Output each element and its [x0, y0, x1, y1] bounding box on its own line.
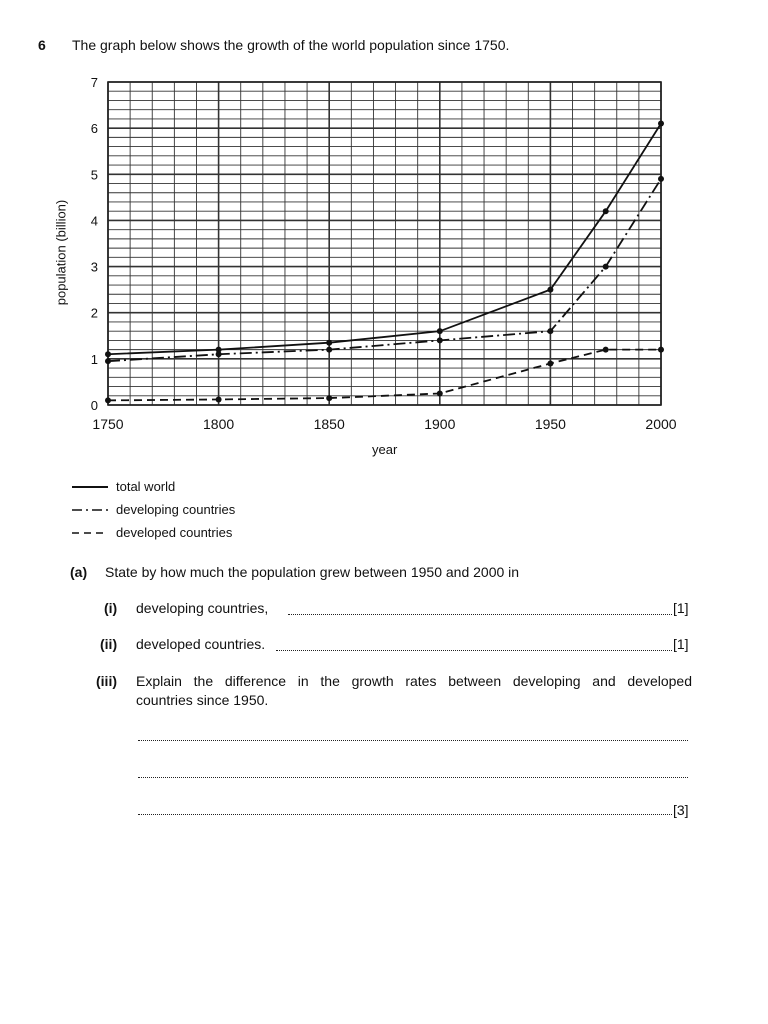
data-point — [603, 208, 609, 214]
part-ii-label: (ii) — [100, 636, 118, 652]
part-iii-label: (iii) — [96, 673, 117, 689]
y-tick-label: 4 — [90, 213, 98, 229]
y-tick-label: 2 — [90, 305, 98, 321]
part-a-text: State by how much the population grew between 1950 and 2000 in — [105, 564, 520, 580]
answer-line-iii-1[interactable] — [138, 740, 688, 741]
x-axis-label: year — [372, 442, 398, 457]
legend-label-total: total world — [116, 479, 176, 494]
y-tick-label: 6 — [90, 121, 98, 137]
data-point — [547, 360, 553, 366]
x-tick-label: 1750 — [92, 416, 124, 432]
part-ii-text: developed countries. — [136, 636, 266, 652]
data-point — [105, 358, 111, 364]
legend-item-developed — [70, 521, 235, 544]
x-tick-label: 1900 — [424, 416, 456, 432]
data-point — [437, 337, 443, 343]
part-ii-marks: [1] — [673, 636, 689, 652]
data-point — [658, 347, 664, 353]
y-tick-label: 3 — [90, 259, 98, 275]
series-line-dash-dot — [108, 179, 661, 361]
solid-line-icon — [70, 482, 110, 492]
part-iii-text-line1: Explain the difference in the growth rates between developing and developed — [136, 673, 692, 689]
data-point — [105, 397, 111, 403]
part-i-label: (i) — [104, 600, 118, 616]
data-point — [658, 121, 664, 127]
x-tick-label: 1950 — [534, 416, 566, 432]
x-tick-label: 1800 — [203, 416, 235, 432]
data-point — [658, 176, 664, 182]
answer-line-i[interactable] — [288, 614, 672, 615]
data-point — [326, 347, 332, 353]
data-point — [603, 347, 609, 353]
data-point — [326, 395, 332, 401]
dashed-line-icon — [70, 528, 110, 538]
y-tick-label: 1 — [90, 351, 98, 367]
data-point — [105, 351, 111, 357]
data-point — [216, 351, 222, 357]
series-line-dashed — [108, 350, 661, 401]
part-i-text: developing countries, — [136, 600, 269, 616]
answer-line-iii-3[interactable] — [138, 814, 672, 815]
question-number: 6 — [38, 37, 46, 53]
legend-item-developing — [70, 498, 235, 521]
answer-line-iii-2[interactable] — [138, 777, 688, 778]
y-tick-label: 0 — [90, 398, 98, 413]
legend-label-developing: developing countries — [116, 502, 236, 517]
part-iii-marks: [3] — [673, 802, 689, 818]
data-point — [437, 390, 443, 396]
data-point — [216, 396, 222, 402]
chart-series — [105, 121, 664, 404]
question-text: The graph below shows the growth of the world population since 1750. — [72, 37, 510, 53]
data-point — [547, 328, 553, 334]
y-tick-label: 5 — [90, 167, 98, 183]
data-point — [603, 264, 609, 270]
answer-line-ii[interactable] — [276, 650, 672, 651]
part-a-label: (a) — [70, 564, 88, 580]
part-i-marks: [1] — [673, 600, 689, 616]
legend-label-developed: developed countries — [116, 525, 233, 540]
x-tick-label: 1850 — [313, 416, 345, 432]
data-point — [437, 328, 443, 334]
y-axis-label: population (billion) — [53, 199, 69, 306]
data-point — [547, 287, 553, 293]
x-tick-label: 2000 — [645, 416, 677, 432]
y-tick-label: 7 — [90, 75, 98, 90]
part-iii-text-line2: countries since 1950. — [136, 692, 269, 708]
data-point — [326, 340, 332, 346]
population-chart — [0, 0, 768, 470]
chart-legend — [70, 475, 235, 544]
dash-dot-line-icon — [70, 505, 110, 515]
legend-item-total-world — [70, 475, 235, 498]
